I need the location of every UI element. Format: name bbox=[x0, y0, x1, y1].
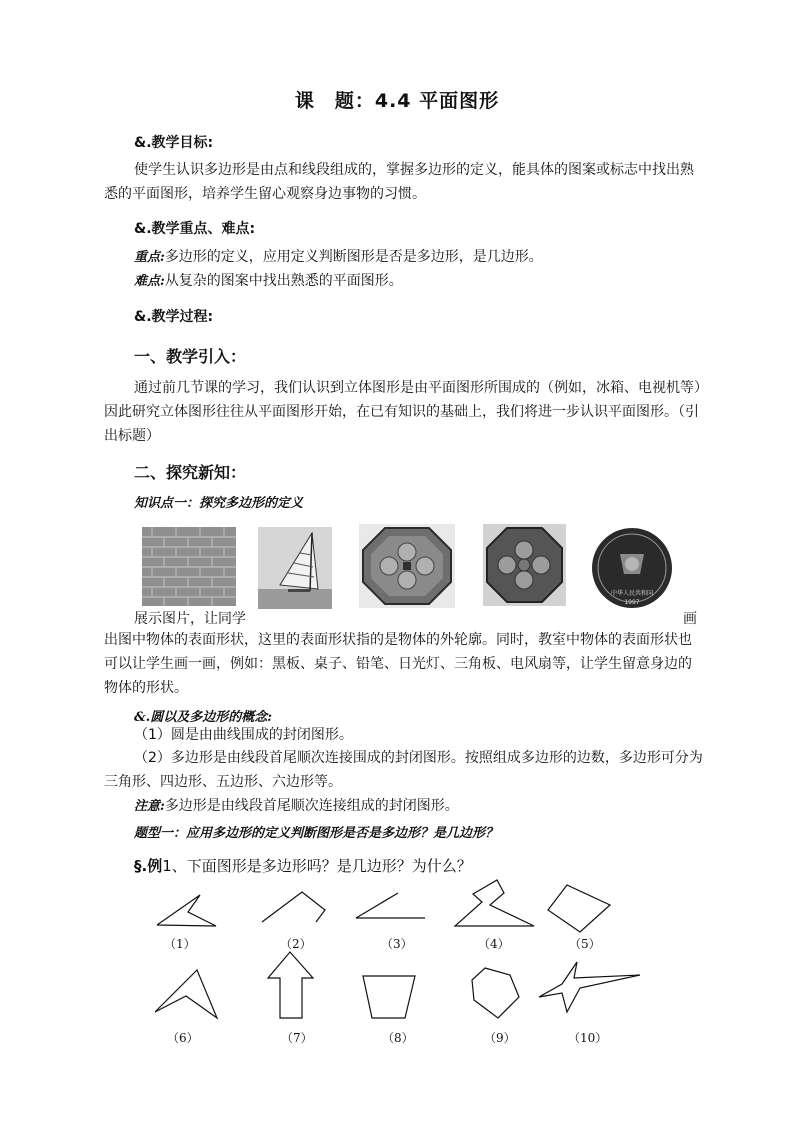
concept-item-2: （2）多边形是由线段首尾顺次连接围成的封闭图形。按照组成多边形的边数，多边形可分为三角形、四边形、五边形、六边形等。 bbox=[104, 750, 703, 790]
example-label: §.例 bbox=[134, 857, 163, 875]
shape-5 bbox=[548, 885, 610, 932]
note-text: 多边形是由线段首尾顺次连接组成的封闭图形。 bbox=[164, 798, 459, 814]
note-label: 注意: bbox=[134, 799, 165, 814]
intro-heading: 一、教学引入： bbox=[134, 347, 247, 366]
difficulty-text: 从复杂的图案中找出熟悉的平面图形。 bbox=[164, 273, 403, 289]
shape-9 bbox=[472, 968, 519, 1018]
caption-1: （1） bbox=[164, 937, 196, 951]
caption-3: （3） bbox=[381, 937, 413, 951]
show-text-a: 展示图片，让同学 bbox=[134, 611, 246, 627]
coin-inscription: 中华人民共和国 bbox=[610, 590, 654, 597]
difficulty-label: 难点: bbox=[134, 274, 165, 289]
type-one-heading: 题型一：应用多边形的定义判断图形是否是多边形？是几边形？ bbox=[134, 826, 499, 841]
concept-item-1: （1）圆是由曲线围成的封闭图形。 bbox=[134, 727, 353, 743]
shape-3 bbox=[356, 893, 398, 918]
process-heading: &.教学过程: bbox=[134, 309, 214, 325]
caption-8: （8） bbox=[382, 1031, 414, 1045]
explore-heading: 二、探究新知： bbox=[134, 463, 247, 482]
shape-8 bbox=[363, 976, 415, 1018]
key-points-heading: &.教学重点、难点: bbox=[134, 221, 256, 237]
caption-5: （5） bbox=[569, 937, 601, 951]
shape-6 bbox=[155, 970, 217, 1018]
coin-year: 1997 bbox=[624, 599, 640, 606]
knowledge-point-1: 知识点一：探究多边形的定义 bbox=[134, 496, 304, 511]
shape-10 bbox=[539, 962, 640, 1012]
caption-4: （4） bbox=[478, 937, 510, 951]
goals-heading: &.教学目标: bbox=[134, 135, 214, 151]
shape-1 bbox=[157, 895, 216, 926]
shape-2 bbox=[262, 892, 325, 922]
shape-4 bbox=[455, 880, 534, 926]
goals-text: 使学生认识多边形是由点和线段组成的，掌握多边形的定义，能具体的图案或标志中找出熟悉的平面图形，培养学生留心观察身边事物的习惯。 bbox=[104, 162, 694, 202]
caption-2: （2） bbox=[280, 937, 312, 951]
caption-9: （9） bbox=[484, 1031, 516, 1045]
show-text-b: 画 bbox=[683, 611, 697, 627]
show-text-c: 出图中物体的表面形状，这里的表面形状指的是物体的外轮廓。同时，教室中物体的表面形状也可以让学生画一画，例如：黑板、桌子、铅笔、日光灯、三角板、电风扇等，让学生留意身边的物体的形状。 bbox=[104, 632, 692, 696]
caption-10: （10） bbox=[568, 1031, 608, 1045]
concept-heading: &.圆以及多边形的概念: bbox=[134, 710, 273, 725]
focus-label: 重点: bbox=[134, 250, 165, 265]
shape-7 bbox=[268, 952, 313, 1018]
page-title: 课 题：4.4 平面图形 bbox=[294, 90, 500, 112]
focus-text: 多边形的定义，应用定义判断图形是否是多边形，是几边形。 bbox=[164, 249, 543, 265]
intro-text: 通过前几节课的学习，我们认识到立体图形是由平面图形所围成的（例如，冰箱、电视机等）因此研究立体图形往往从平面图形开始，在已有知识的基础上，我们将进一步认识平面图形。（引出标题） bbox=[104, 380, 701, 444]
caption-7: （7） bbox=[281, 1031, 313, 1045]
caption-6: （6） bbox=[167, 1031, 199, 1045]
example-text: 1、下面图形是多边形吗？是几边形？为什么？ bbox=[162, 857, 472, 875]
